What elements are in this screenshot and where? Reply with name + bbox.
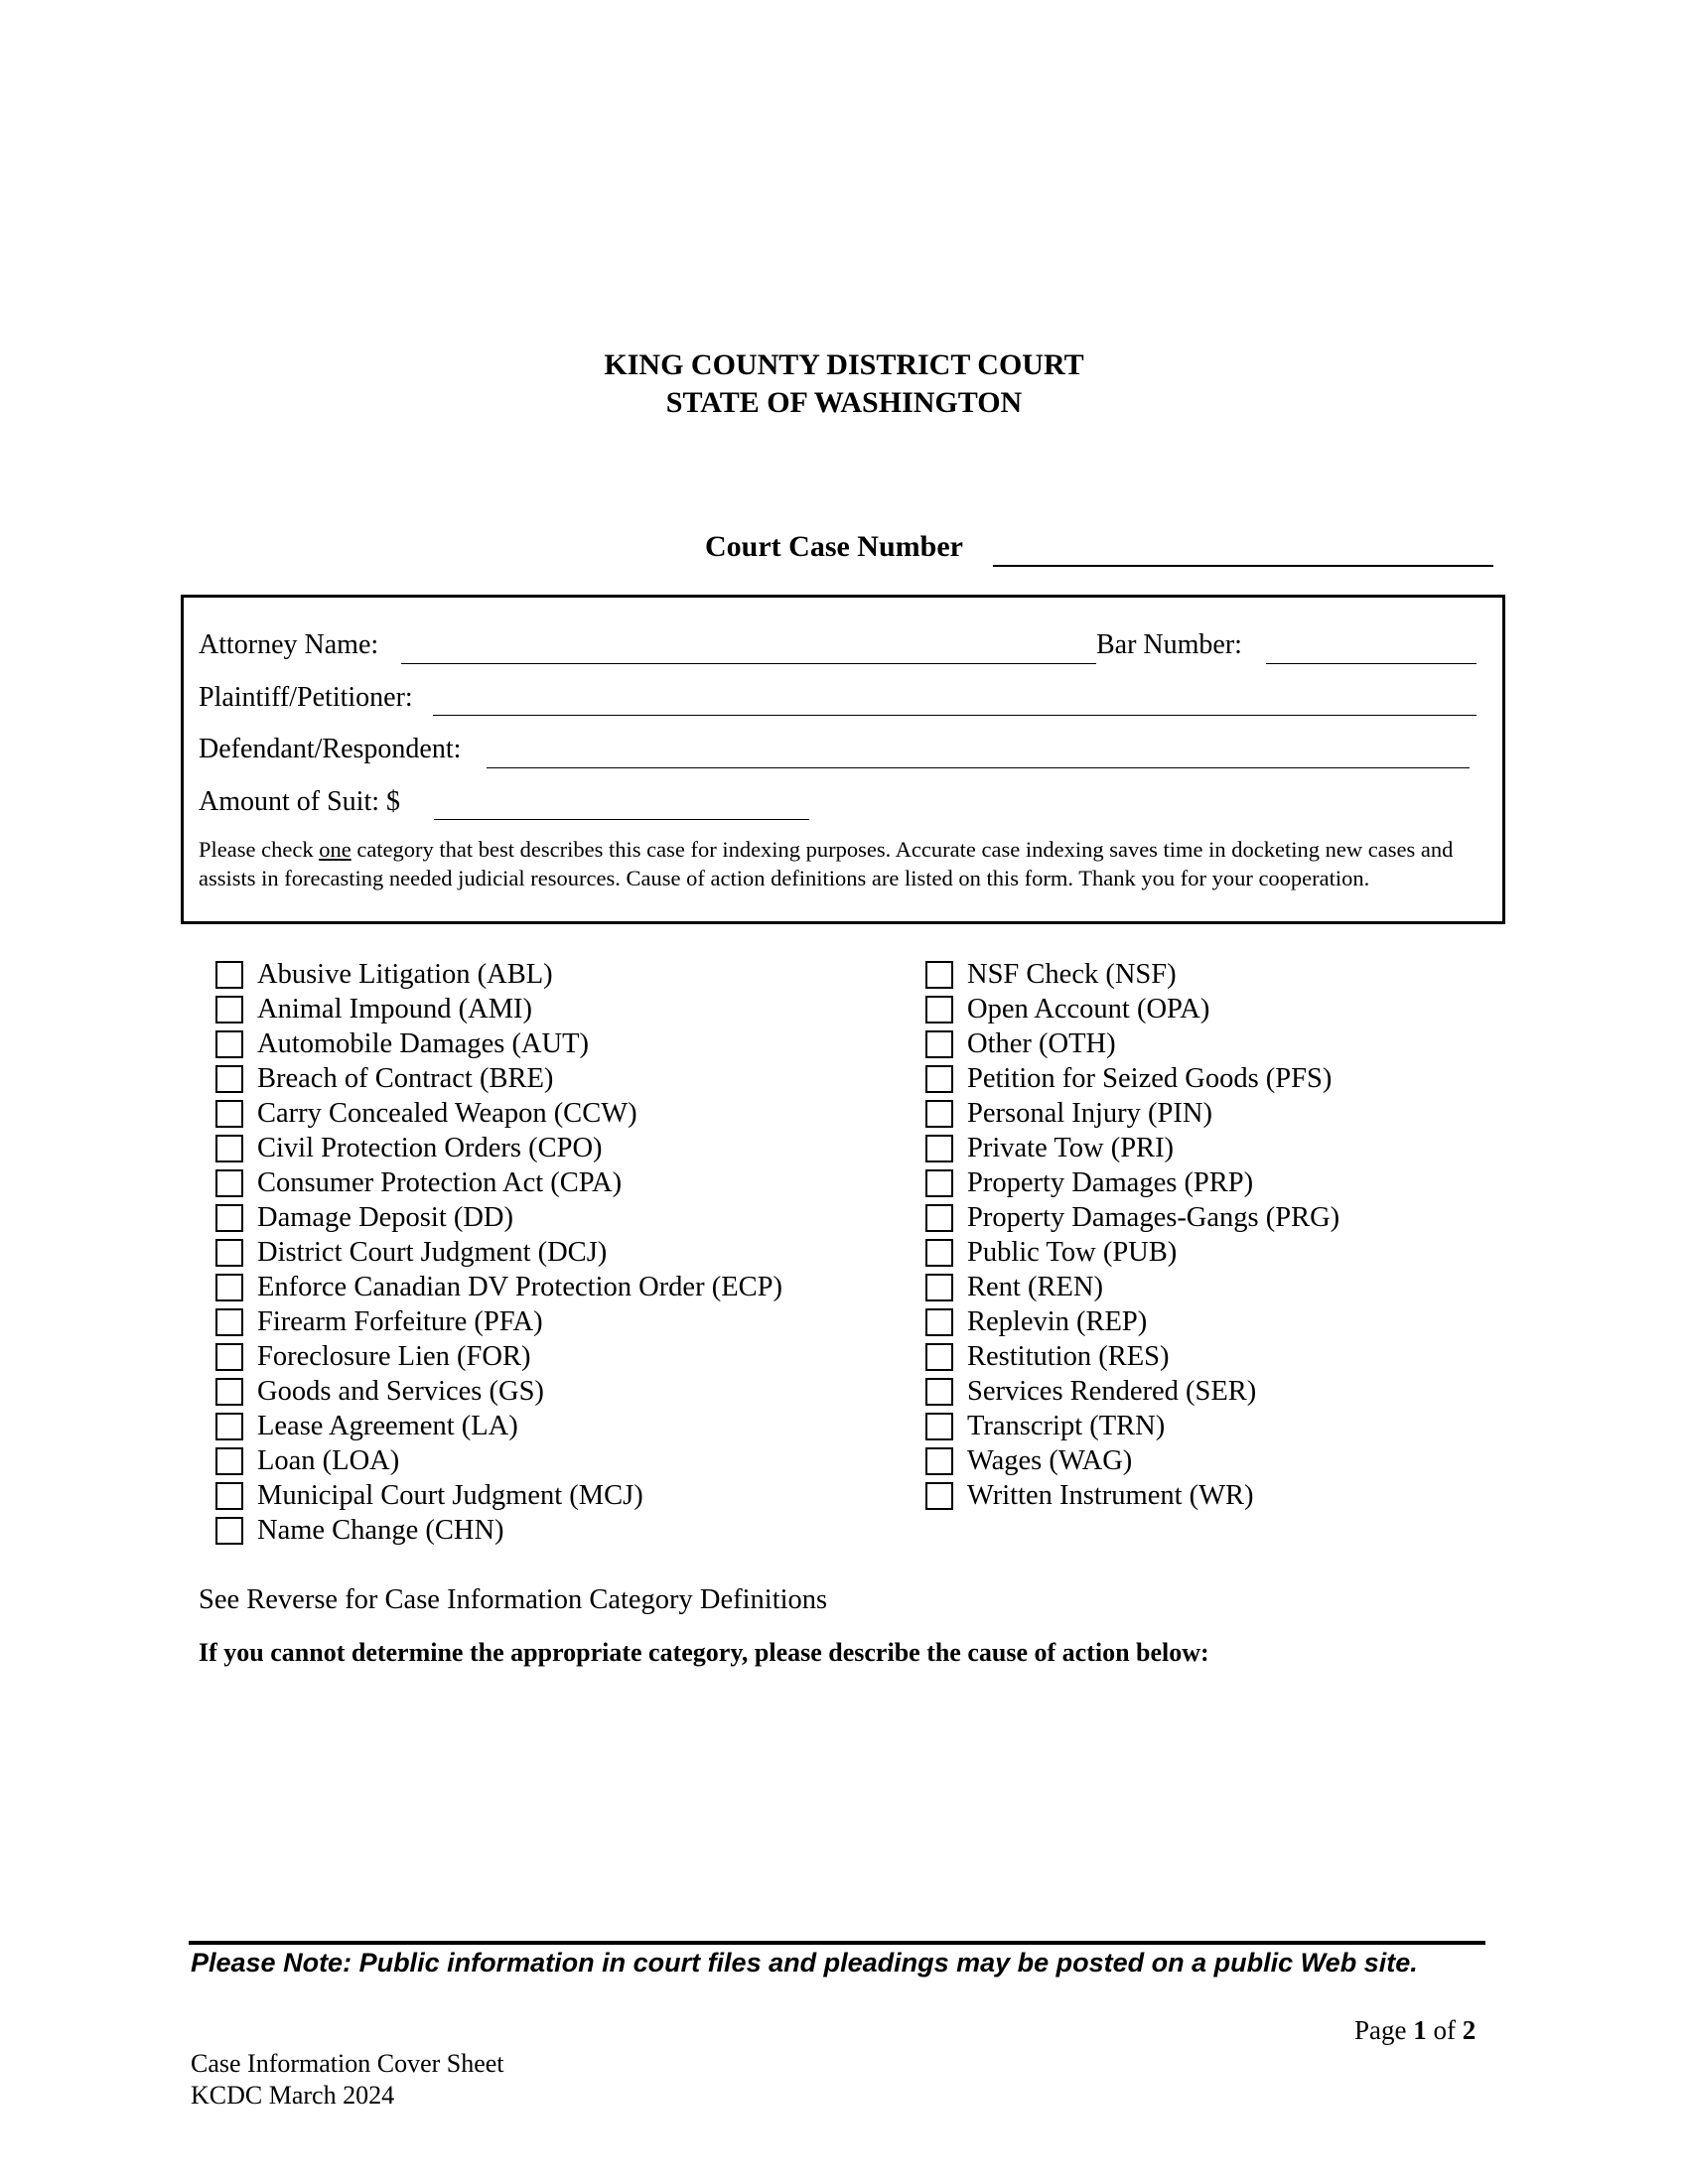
category-checkbox[interactable] — [215, 1030, 243, 1058]
see-reverse-note: See Reverse for Case Information Category Definitions — [199, 1584, 828, 1615]
category-item[interactable] — [215, 1513, 782, 1548]
category-item[interactable] — [925, 1478, 1339, 1513]
plaintiff-field[interactable] — [433, 715, 1477, 716]
category-item[interactable] — [215, 1304, 782, 1339]
category-list-right — [925, 957, 1339, 1513]
category-label: NSF Check (NSF) — [967, 958, 1177, 990]
category-checkbox[interactable] — [925, 1308, 953, 1336]
category-checkbox[interactable] — [215, 1065, 243, 1093]
indexing-instructions: Please check one category that best describes this case for indexing purposes. Accurate case indexing saves time in docketing new cases and assists in forecasting needed judicial resources. Cause of action definitions are listed on this form. Thank you for your cooperation. — [199, 837, 1454, 890]
defendant-label: Defendant/Respondent: — [199, 734, 462, 764]
category-label: Firearm Forfeiture (PFA) — [257, 1305, 543, 1337]
footer-form-name: Case Information Cover Sheet — [191, 2049, 504, 2078]
category-item[interactable] — [925, 1165, 1339, 1200]
category-item[interactable] — [925, 1131, 1339, 1165]
category-checkbox[interactable] — [925, 1482, 953, 1510]
category-label: Private Tow (PRI) — [967, 1132, 1175, 1163]
defendant-field[interactable] — [487, 767, 1470, 768]
category-checkbox[interactable] — [215, 1343, 243, 1371]
category-label: Loan (LOA) — [257, 1444, 400, 1476]
cannot-determine-instruction: If you cannot determine the appropriate category, please describe the cause of action below: — [199, 1638, 1209, 1667]
category-label: Foreclosure Lien (FOR) — [257, 1340, 531, 1372]
category-checkbox[interactable] — [925, 1100, 953, 1128]
bar-number-field[interactable] — [1266, 663, 1477, 664]
category-checkbox[interactable] — [925, 1413, 953, 1440]
category-item[interactable] — [925, 1270, 1339, 1304]
page-number: Page 1 of 2 — [1354, 2015, 1477, 2045]
category-label: District Court Judgment (DCJ) — [257, 1236, 608, 1268]
category-label: Personal Injury (PIN) — [967, 1097, 1212, 1129]
category-label: Replevin (REP) — [967, 1305, 1148, 1337]
category-label: Public Tow (PUB) — [967, 1236, 1178, 1268]
bar-number-label: Bar Number: — [1096, 629, 1242, 660]
category-label: Civil Protection Orders (CPO) — [257, 1132, 603, 1163]
note-divider — [189, 1941, 1485, 1945]
category-checkbox[interactable] — [925, 1378, 953, 1406]
category-label: Automobile Damages (AUT) — [257, 1027, 589, 1059]
category-item[interactable] — [215, 1131, 782, 1165]
category-list-left — [215, 957, 782, 1548]
category-label: Property Damages (PRP) — [967, 1166, 1254, 1198]
amount-of-suit-field[interactable] — [434, 819, 809, 820]
amount-of-suit-label: Amount of Suit: $ — [199, 786, 401, 817]
category-item[interactable] — [215, 1409, 782, 1443]
category-checkbox[interactable] — [925, 1239, 953, 1267]
plaintiff-label: Plaintiff/Petitioner: — [199, 682, 413, 713]
attorney-name-field[interactable] — [401, 663, 1096, 664]
category-checkbox[interactable] — [925, 1169, 953, 1197]
category-label: Restitution (RES) — [967, 1340, 1170, 1372]
category-item[interactable] — [925, 1235, 1339, 1270]
category-checkbox[interactable] — [215, 961, 243, 989]
case-number-label: Court Case Number — [705, 530, 963, 563]
category-item[interactable] — [215, 1443, 782, 1478]
category-checkbox[interactable] — [215, 996, 243, 1024]
category-checkbox[interactable] — [925, 1135, 953, 1162]
category-item[interactable] — [215, 1478, 782, 1513]
category-item[interactable] — [215, 957, 782, 992]
category-checkbox[interactable] — [925, 996, 953, 1024]
category-item[interactable] — [925, 1096, 1339, 1131]
category-label: Damage Deposit (DD) — [257, 1201, 514, 1233]
category-checkbox[interactable] — [215, 1308, 243, 1336]
category-item[interactable] — [215, 1200, 782, 1235]
category-item[interactable] — [925, 1061, 1339, 1096]
category-label: Transcript (TRN) — [967, 1410, 1166, 1441]
category-checkbox[interactable] — [215, 1100, 243, 1128]
category-checkbox[interactable] — [925, 1030, 953, 1058]
case-number-field[interactable] — [993, 565, 1493, 567]
category-label: Open Account (OPA) — [967, 993, 1210, 1024]
category-checkbox[interactable] — [215, 1169, 243, 1197]
category-checkbox[interactable] — [925, 1204, 953, 1232]
category-checkbox[interactable] — [215, 1378, 243, 1406]
category-label: Property Damages-Gangs (PRG) — [967, 1201, 1340, 1233]
category-label: Abusive Litigation (ABL) — [257, 958, 553, 990]
category-item[interactable] — [925, 957, 1339, 992]
category-checkbox[interactable] — [215, 1447, 243, 1475]
attorney-name-label: Attorney Name: — [199, 629, 379, 660]
category-item[interactable] — [925, 1026, 1339, 1061]
category-checkbox[interactable] — [925, 1343, 953, 1371]
category-checkbox[interactable] — [215, 1204, 243, 1232]
category-label: Consumer Protection Act (CPA) — [257, 1166, 623, 1198]
category-label: Written Instrument (WR) — [967, 1479, 1254, 1511]
category-label: Wages (WAG) — [967, 1444, 1133, 1476]
category-item[interactable] — [215, 1061, 782, 1096]
category-label: Enforce Canadian DV Protection Order (ECP) — [257, 1271, 782, 1302]
category-label: Lease Agreement (LA) — [257, 1410, 518, 1441]
category-label: Petition for Seized Goods (PFS) — [967, 1062, 1333, 1094]
category-label: Goods and Services (GS) — [257, 1375, 544, 1407]
state-title: STATE OF WASHINGTON — [665, 386, 1023, 419]
public-info-note: Please Note: Public information in court files and pleadings may be posted on a public Web site. — [191, 1948, 1418, 1978]
category-checkbox[interactable] — [215, 1482, 243, 1510]
category-item[interactable] — [215, 992, 782, 1026]
category-item[interactable] — [215, 1096, 782, 1131]
category-item[interactable] — [215, 1235, 782, 1270]
category-item[interactable] — [925, 1409, 1339, 1443]
category-checkbox[interactable] — [925, 961, 953, 989]
category-item[interactable] — [215, 1270, 782, 1304]
category-item[interactable] — [215, 1339, 782, 1374]
category-checkbox[interactable] — [215, 1517, 243, 1545]
category-label: Other (OTH) — [967, 1027, 1116, 1059]
category-item[interactable] — [925, 1304, 1339, 1339]
category-label: Carry Concealed Weapon (CCW) — [257, 1097, 637, 1129]
category-item[interactable] — [925, 1200, 1339, 1235]
category-label: Services Rendered (SER) — [967, 1375, 1257, 1407]
category-item[interactable] — [925, 1443, 1339, 1478]
category-checkbox[interactable] — [215, 1413, 243, 1440]
category-checkbox[interactable] — [215, 1239, 243, 1267]
category-item[interactable] — [925, 1374, 1339, 1409]
category-checkbox[interactable] — [925, 1447, 953, 1475]
category-item[interactable] — [215, 1374, 782, 1409]
category-item[interactable] — [925, 1339, 1339, 1374]
category-checkbox[interactable] — [215, 1135, 243, 1162]
category-label: Breach of Contract (BRE) — [257, 1062, 554, 1094]
category-checkbox[interactable] — [925, 1065, 953, 1093]
category-item[interactable] — [215, 1165, 782, 1200]
category-label: Animal Impound (AMI) — [257, 993, 533, 1024]
category-label: Rent (REN) — [967, 1271, 1103, 1302]
category-label: Municipal Court Judgment (MCJ) — [257, 1479, 643, 1511]
category-label: Name Change (CHN) — [257, 1514, 504, 1546]
category-item[interactable] — [215, 1026, 782, 1061]
category-checkbox[interactable] — [215, 1274, 243, 1301]
category-checkbox[interactable] — [925, 1274, 953, 1301]
court-title: KING COUNTY DISTRICT COURT — [604, 348, 1084, 381]
category-item[interactable] — [925, 992, 1339, 1026]
footer-form-version: KCDC March 2024 — [191, 2081, 395, 2110]
